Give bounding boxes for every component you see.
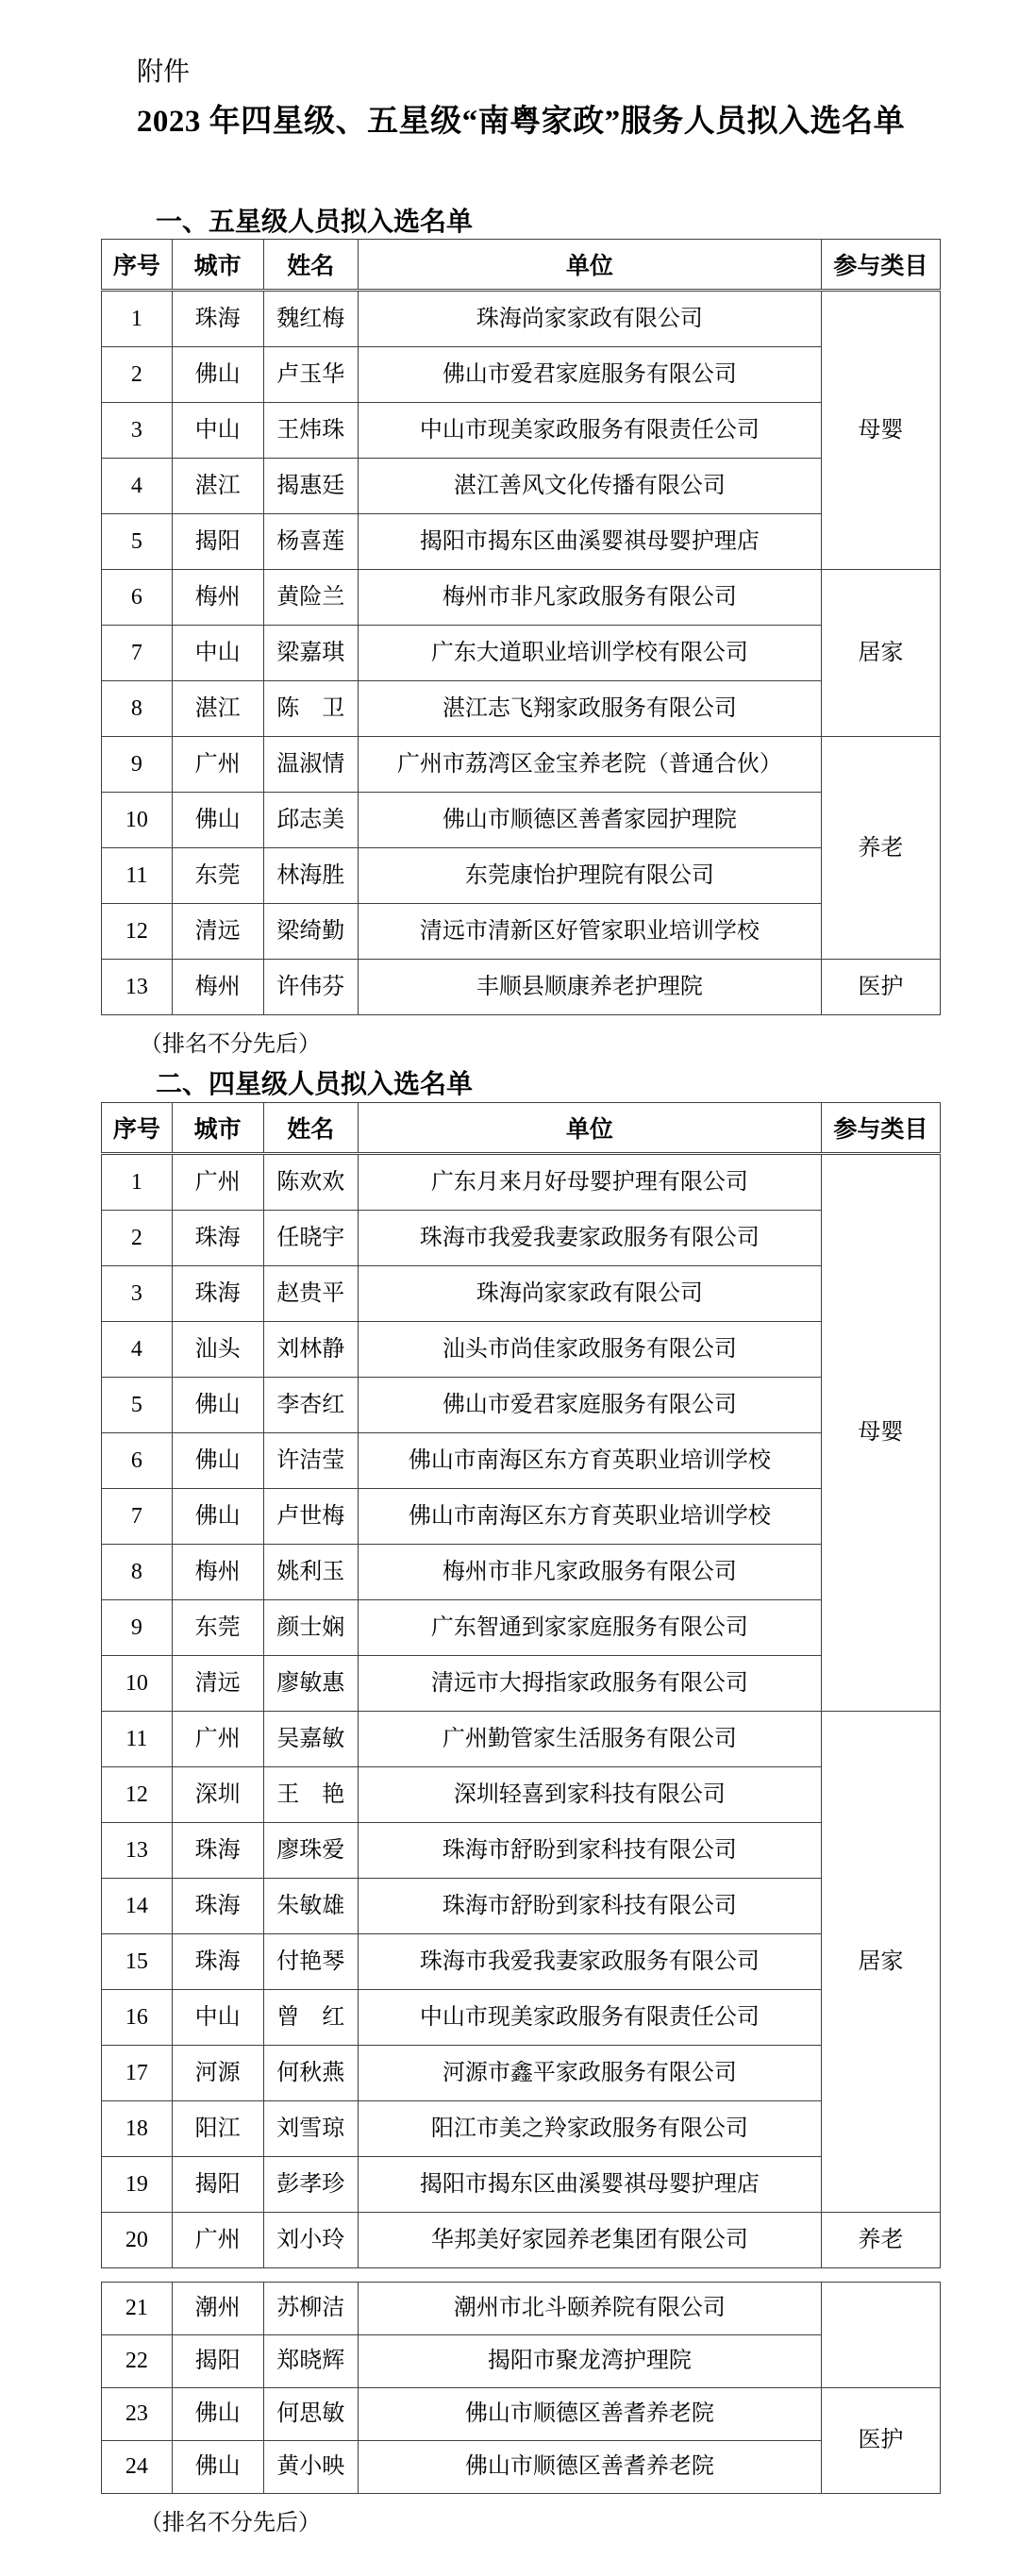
city-cell: 广州	[172, 1153, 263, 1210]
table-row	[102, 2440, 941, 2493]
row-number-cell: 9	[102, 737, 173, 793]
name-cell: 许洁莹	[263, 1432, 358, 1488]
city-cell: 佛山	[172, 347, 263, 403]
name-cell: 杨喜莲	[263, 514, 358, 570]
sections-container	[101, 207, 941, 2538]
table-row	[102, 793, 941, 848]
org-cell: 珠海尚家家政有限公司	[359, 1265, 822, 1321]
col-name: 姓名	[263, 240, 358, 291]
row-number-cell: 3	[102, 403, 173, 459]
col-no: 序号	[102, 1102, 173, 1153]
table-row	[102, 1711, 941, 1766]
roster-table-continued	[101, 2282, 941, 2494]
category-cell: 母婴	[821, 1153, 940, 1711]
name-cell: 刘小玲	[263, 2212, 358, 2267]
org-cell: 广州勤管家生活服务有限公司	[359, 1711, 822, 1766]
org-cell: 珠海市舒盼到家科技有限公司	[359, 1822, 822, 1878]
city-cell: 汕头	[172, 1321, 263, 1377]
category-cell: 养老	[821, 737, 940, 960]
org-cell: 珠海市我爱我妻家政服务有限公司	[359, 1210, 822, 1265]
row-number-cell: 6	[102, 570, 173, 626]
row-number-cell: 8	[102, 681, 173, 737]
org-cell: 佛山市南海区东方育英职业培训学校	[359, 1432, 822, 1488]
org-cell: 丰顺县顺康养老护理院	[359, 960, 822, 1015]
table-row	[102, 1488, 941, 1544]
name-cell: 赵贵平	[263, 1265, 358, 1321]
org-cell: 潮州市北斗颐养院有限公司	[359, 2282, 822, 2334]
org-cell: 湛江善风文化传播有限公司	[359, 459, 822, 514]
org-cell: 清远市清新区好管家职业培训学校	[359, 904, 822, 960]
name-cell: 朱敏雄	[263, 1878, 358, 1933]
row-number-cell: 14	[102, 1878, 173, 1933]
ranking-note: （排名不分先后）	[140, 1032, 321, 1058]
org-cell: 广东月来月好母婴护理有限公司	[359, 1153, 822, 1210]
table-row	[102, 291, 941, 347]
city-cell: 湛江	[172, 459, 263, 514]
city-cell: 河源	[172, 2045, 263, 2100]
row-number-cell: 15	[102, 1933, 173, 1989]
table-row	[102, 848, 941, 904]
name-cell: 揭惠廷	[263, 459, 358, 514]
table-row	[102, 904, 941, 960]
org-cell: 广东智通到家家庭服务有限公司	[359, 1599, 822, 1655]
table-row	[102, 2045, 941, 2100]
row-number-cell: 9	[102, 1599, 173, 1655]
org-cell: 佛山市顺德区善耆养老院	[359, 2387, 822, 2440]
header-row	[102, 1102, 941, 1153]
category-cell: 医护	[821, 2387, 940, 2493]
row-number-cell: 20	[102, 2212, 173, 2267]
table-row	[102, 2282, 941, 2334]
table-row	[102, 960, 941, 1015]
table-row	[102, 1321, 941, 1377]
category-cell	[821, 2282, 940, 2387]
org-cell: 揭阳市揭东区曲溪婴祺母婴护理店	[359, 514, 822, 570]
table-row	[102, 2387, 941, 2440]
city-cell: 梅州	[172, 960, 263, 1015]
name-cell: 廖敏惠	[263, 1655, 358, 1711]
row-number-cell: 12	[102, 1766, 173, 1822]
name-cell: 温淑情	[263, 737, 358, 793]
row-number-cell: 2	[102, 347, 173, 403]
category-cell: 医护	[821, 960, 940, 1015]
city-cell: 珠海	[172, 1210, 263, 1265]
name-cell: 陈 卫	[263, 681, 358, 737]
org-cell: 阳江市美之羚家政服务有限公司	[359, 2100, 822, 2156]
table-row	[102, 626, 941, 681]
table-row	[102, 737, 941, 793]
row-number-cell: 16	[102, 1989, 173, 2045]
name-cell: 邱志美	[263, 793, 358, 848]
city-cell: 阳江	[172, 2100, 263, 2156]
col-city: 城市	[172, 240, 263, 291]
table-row	[102, 403, 941, 459]
city-cell: 佛山	[172, 2440, 263, 2493]
org-cell: 华邦美好家园养老集团有限公司	[359, 2212, 822, 2267]
name-cell: 何秋燕	[263, 2045, 358, 2100]
table-row	[102, 2156, 941, 2212]
org-cell: 汕头市尚佳家政服务有限公司	[359, 1321, 822, 1377]
city-cell: 珠海	[172, 1265, 263, 1321]
row-number-cell: 10	[102, 1655, 173, 1711]
row-number-cell: 12	[102, 904, 173, 960]
table-row	[102, 1153, 941, 1210]
org-cell: 佛山市爱君家庭服务有限公司	[359, 347, 822, 403]
name-cell: 王 艳	[263, 1766, 358, 1822]
table-row	[102, 1822, 941, 1878]
city-cell: 清远	[172, 904, 263, 960]
city-cell: 东莞	[172, 848, 263, 904]
col-category: 参与类目	[821, 240, 940, 291]
name-cell: 黄小映	[263, 2440, 358, 2493]
section-four-star	[101, 1069, 941, 2537]
name-cell: 梁绮勤	[263, 904, 358, 960]
name-cell: 梁嘉琪	[263, 626, 358, 681]
row-number-cell: 6	[102, 1432, 173, 1488]
name-cell: 卢玉华	[263, 347, 358, 403]
name-cell: 彭孝珍	[263, 2156, 358, 2212]
name-cell: 廖珠爱	[263, 1822, 358, 1878]
city-cell: 潮州	[172, 2282, 263, 2334]
table-row	[102, 514, 941, 570]
city-cell: 佛山	[172, 1488, 263, 1544]
row-number-cell: 7	[102, 1488, 173, 1544]
table-row	[102, 1989, 941, 2045]
table-row	[102, 1655, 941, 1711]
roster-table	[101, 239, 941, 1015]
table-row	[102, 2100, 941, 2156]
table-header	[102, 240, 941, 291]
category-cell: 居家	[821, 570, 940, 737]
row-number-cell: 13	[102, 1822, 173, 1878]
name-cell: 颜士娴	[263, 1599, 358, 1655]
name-cell: 吴嘉敏	[263, 1711, 358, 1766]
row-number-cell: 3	[102, 1265, 173, 1321]
name-cell: 曾 红	[263, 1989, 358, 2045]
table-row	[102, 1432, 941, 1488]
org-cell: 广州市荔湾区金宝养老院（普通合伙）	[359, 737, 822, 793]
row-number-cell: 4	[102, 1321, 173, 1377]
org-cell: 梅州市非凡家政服务有限公司	[359, 1544, 822, 1599]
row-number-cell: 24	[102, 2440, 173, 2493]
col-name: 姓名	[263, 1102, 358, 1153]
name-cell: 刘雪琼	[263, 2100, 358, 2156]
org-cell: 东莞康怡护理院有限公司	[359, 848, 822, 904]
table-row	[102, 1878, 941, 1933]
name-cell: 苏柳洁	[263, 2282, 358, 2334]
table-row	[102, 1544, 941, 1599]
table-row	[102, 570, 941, 626]
name-cell: 郑晓辉	[263, 2334, 358, 2387]
city-cell: 湛江	[172, 681, 263, 737]
name-cell: 姚利玉	[263, 1544, 358, 1599]
name-cell: 黄险兰	[263, 570, 358, 626]
city-cell: 中山	[172, 626, 263, 681]
city-cell: 佛山	[172, 1377, 263, 1432]
city-cell: 中山	[172, 403, 263, 459]
name-cell: 刘林静	[263, 1321, 358, 1377]
table-row	[102, 681, 941, 737]
name-cell: 陈欢欢	[263, 1153, 358, 1210]
city-cell: 梅州	[172, 1544, 263, 1599]
name-cell: 李杏红	[263, 1377, 358, 1432]
row-number-cell: 11	[102, 1711, 173, 1766]
row-number-cell: 18	[102, 2100, 173, 2156]
name-cell: 魏红梅	[263, 291, 358, 347]
table-row	[102, 1933, 941, 1989]
city-cell: 广州	[172, 2212, 263, 2267]
name-cell: 何思敏	[263, 2387, 358, 2440]
city-cell: 珠海	[172, 1933, 263, 1989]
city-cell: 深圳	[172, 1766, 263, 1822]
ranking-note: （排名不分先后）	[140, 2510, 321, 2535]
row-number-cell: 10	[102, 793, 173, 848]
row-number-cell: 8	[102, 1544, 173, 1599]
section-five-star	[101, 207, 941, 1060]
row-number-cell: 21	[102, 2282, 173, 2334]
org-cell: 佛山市顺德区善耆家园护理院	[359, 793, 822, 848]
org-cell: 珠海市舒盼到家科技有限公司	[359, 1878, 822, 1933]
row-number-cell: 5	[102, 514, 173, 570]
city-cell: 揭阳	[172, 2334, 263, 2387]
table-row	[102, 1599, 941, 1655]
city-cell: 揭阳	[172, 514, 263, 570]
table-row	[102, 1210, 941, 1265]
col-org: 单位	[359, 1102, 822, 1153]
category-cell: 养老	[821, 2212, 940, 2267]
org-cell: 佛山市南海区东方育英职业培训学校	[359, 1488, 822, 1544]
row-number-cell: 17	[102, 2045, 173, 2100]
name-cell: 付艳琴	[263, 1933, 358, 1989]
name-cell: 王炜珠	[263, 403, 358, 459]
city-cell: 珠海	[172, 291, 263, 347]
row-number-cell: 1	[102, 291, 173, 347]
row-number-cell: 1	[102, 1153, 173, 1210]
org-cell: 湛江志飞翔家政服务有限公司	[359, 681, 822, 737]
category-cell: 母婴	[821, 291, 940, 570]
category-cell: 居家	[821, 1711, 940, 2212]
org-cell: 揭阳市聚龙湾护理院	[359, 2334, 822, 2387]
table-row	[102, 1265, 941, 1321]
table-header	[102, 1102, 941, 1153]
row-number-cell: 23	[102, 2387, 173, 2440]
city-cell: 佛山	[172, 1432, 263, 1488]
section-heading-five-star: 一、五星级人员拟入选名单	[156, 207, 474, 237]
city-cell: 佛山	[172, 2387, 263, 2440]
name-cell: 许伟芬	[263, 960, 358, 1015]
col-city: 城市	[172, 1102, 263, 1153]
city-cell: 广州	[172, 1711, 263, 1766]
org-cell: 揭阳市揭东区曲溪婴祺母婴护理店	[359, 2156, 822, 2212]
name-cell: 林海胜	[263, 848, 358, 904]
row-number-cell: 11	[102, 848, 173, 904]
org-cell: 河源市鑫平家政服务有限公司	[359, 2045, 822, 2100]
table-row	[102, 1377, 941, 1432]
table-row	[102, 459, 941, 514]
org-cell: 清远市大拇指家政服务有限公司	[359, 1655, 822, 1711]
org-cell: 中山市现美家政服务有限责任公司	[359, 1989, 822, 2045]
col-category: 参与类目	[821, 1102, 940, 1153]
city-cell: 东莞	[172, 1599, 263, 1655]
org-cell: 广东大道职业培训学校有限公司	[359, 626, 822, 681]
org-cell: 深圳轻喜到家科技有限公司	[359, 1766, 822, 1822]
org-cell: 珠海尚家家政有限公司	[359, 291, 822, 347]
table-row	[102, 1766, 941, 1822]
table-row	[102, 2334, 941, 2387]
city-cell: 清远	[172, 1655, 263, 1711]
org-cell: 佛山市爱君家庭服务有限公司	[359, 1377, 822, 1432]
row-number-cell: 2	[102, 1210, 173, 1265]
city-cell: 珠海	[172, 1878, 263, 1933]
org-cell: 佛山市顺德区善耆养老院	[359, 2440, 822, 2493]
row-number-cell: 5	[102, 1377, 173, 1432]
roster-table	[101, 1102, 941, 2268]
table-row	[102, 347, 941, 403]
col-org: 单位	[359, 240, 822, 291]
city-cell: 揭阳	[172, 2156, 263, 2212]
org-cell: 珠海市我爱我妻家政服务有限公司	[359, 1933, 822, 1989]
org-cell: 中山市现美家政服务有限责任公司	[359, 403, 822, 459]
row-number-cell: 22	[102, 2334, 173, 2387]
org-cell: 梅州市非凡家政服务有限公司	[359, 570, 822, 626]
col-no: 序号	[102, 240, 173, 291]
row-number-cell: 4	[102, 459, 173, 514]
city-cell: 中山	[172, 1989, 263, 2045]
city-cell: 佛山	[172, 793, 263, 848]
city-cell: 珠海	[172, 1822, 263, 1878]
city-cell: 梅州	[172, 570, 263, 626]
name-cell: 卢世梅	[263, 1488, 358, 1544]
city-cell: 广州	[172, 737, 263, 793]
row-number-cell: 7	[102, 626, 173, 681]
row-number-cell: 19	[102, 2156, 173, 2212]
section-heading-four-star: 二、四星级人员拟入选名单	[156, 1069, 474, 1099]
header-row	[102, 240, 941, 291]
table-row	[102, 2212, 941, 2267]
document-title: 2023 年四星级、五星级“南粤家政”服务人员拟入选名单	[136, 105, 906, 140]
name-cell: 任晓宇	[263, 1210, 358, 1265]
row-number-cell: 13	[102, 960, 173, 1015]
attachment-label: 附件	[137, 57, 191, 86]
